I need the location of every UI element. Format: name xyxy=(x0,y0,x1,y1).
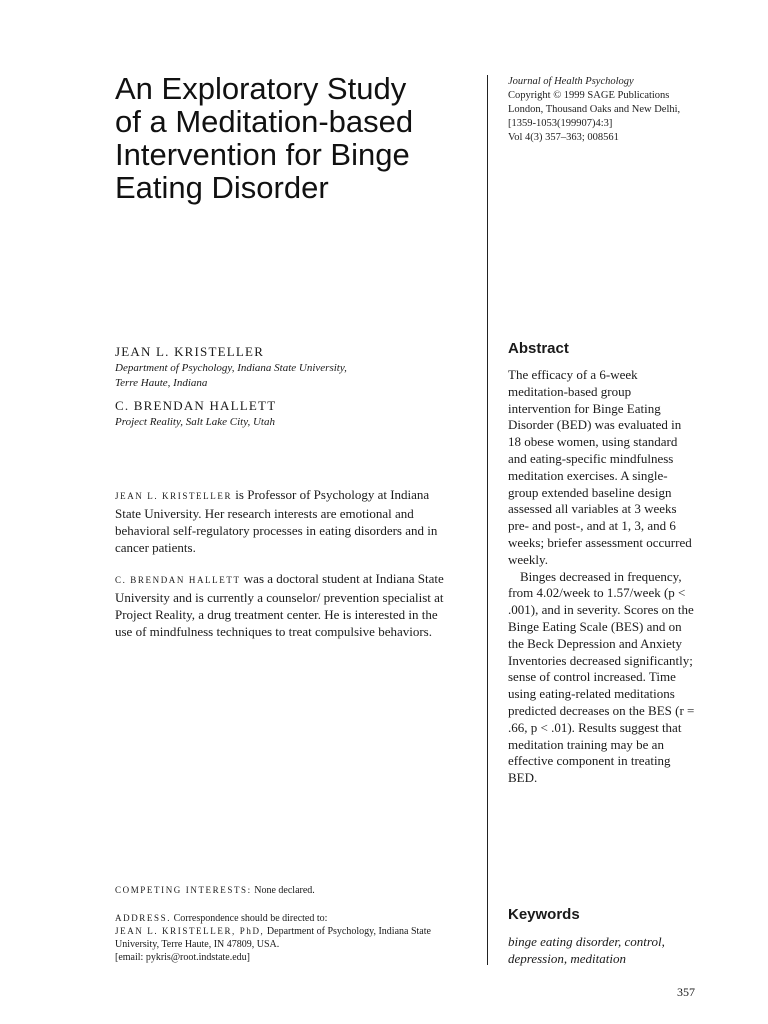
affiliation-line: Terre Haute, Indiana xyxy=(115,377,208,389)
journal-name: Journal of Health Psychology xyxy=(508,76,634,87)
abstract-paragraph: Binges decreased in frequency, from 4.02/week to 1.57/week (p < .001), and in severity. Scores on the Binge Eating Scale (BES) and on the Beck Depression and Anxiety Inventories decreased significantly; sense of control increased. Time using eating-related meditations predicted decreases on the BES (r = .66, p < .01). Results suggest that meditation training may be an effective component in treating BED. xyxy=(508,568,695,786)
author-list xyxy=(115,343,475,436)
bio-author-name: C. BRENDAN HALLETT xyxy=(115,575,241,585)
competing-label: COMPETING INTERESTS: xyxy=(115,885,252,895)
address-detail: Department of Psychology, Indiana State University, Terre Haute, IN 47809, USA. xyxy=(115,926,431,950)
abstract-paragraph: The efficacy of a 6-week meditation-based group intervention for Binge Eating Disorder (BED) was evaluated in 18 obese women, using standard and eating-specific mindfulness meditation exercises. A single-group extended baseline design assessed all variables at 3 weeks pre- and post-, and at 1, 3, and 6 weeks; briefer assessment occurred weekly. xyxy=(508,367,692,567)
article-title xyxy=(115,72,455,204)
affiliation-line: Department of Psychology, Indiana State University, xyxy=(115,362,347,374)
author-name: JEAN L. KRISTELLER xyxy=(115,344,265,359)
author-bio xyxy=(115,570,445,640)
journal-copyright: Copyright © 1999 SAGE Publications xyxy=(508,90,670,101)
author-affiliation xyxy=(115,415,475,430)
affiliation-line: Project Reality, Salt Lake City, Utah xyxy=(115,416,275,428)
address-email: [email: pykris@root.indstate.edu] xyxy=(115,952,251,963)
title-line: An Exploratory Study xyxy=(115,71,407,106)
title-line: Eating Disorder xyxy=(115,170,329,205)
bio-text: was a doctoral student at Indiana State University and is currently a counselor/ prevention specialist at Project Reality, a drug treatment center. He is interested in the use of mindfulness techniques to treat compulsive behaviors. xyxy=(115,571,444,639)
competing-text: None declared. xyxy=(251,885,315,896)
author-bios xyxy=(115,486,445,654)
journal-info xyxy=(508,75,738,145)
journal-issn: [1359-1053(199907)4:3] xyxy=(508,118,613,129)
author-name: C. BRENDAN HALLETT xyxy=(115,398,277,413)
author-affiliation xyxy=(115,361,475,391)
abstract-body xyxy=(508,367,696,787)
address-text: Correspondence should be directed to: xyxy=(171,913,328,924)
journal-volume: Vol 4(3) 357–363; 008561 xyxy=(508,132,619,143)
competing-interests xyxy=(115,884,455,897)
address-name: JEAN L. KRISTELLER, PhD, xyxy=(115,926,265,936)
address-label: ADDRESS. xyxy=(115,913,172,923)
author-bio xyxy=(115,486,445,556)
title-line: of a Meditation-based xyxy=(115,104,414,139)
bio-author-name: JEAN L. KRISTELLER xyxy=(115,491,233,501)
page-number: 357 xyxy=(677,985,695,999)
journal-location: London, Thousand Oaks and New Delhi, xyxy=(508,104,681,115)
vertical-divider xyxy=(487,75,488,965)
abstract-heading: Abstract xyxy=(508,340,569,357)
keywords-text: binge eating disorder, control, depression, meditation xyxy=(508,934,665,966)
title-line: Intervention for Binge xyxy=(115,137,410,172)
keywords-heading: Keywords xyxy=(508,906,580,923)
correspondence-address xyxy=(115,912,445,964)
bio-text: is Professor of Psychology at Indiana State University. Her research interests are emotional and behavioral self-regulatory processes in eating disorders and in cancer patients. xyxy=(115,487,438,555)
